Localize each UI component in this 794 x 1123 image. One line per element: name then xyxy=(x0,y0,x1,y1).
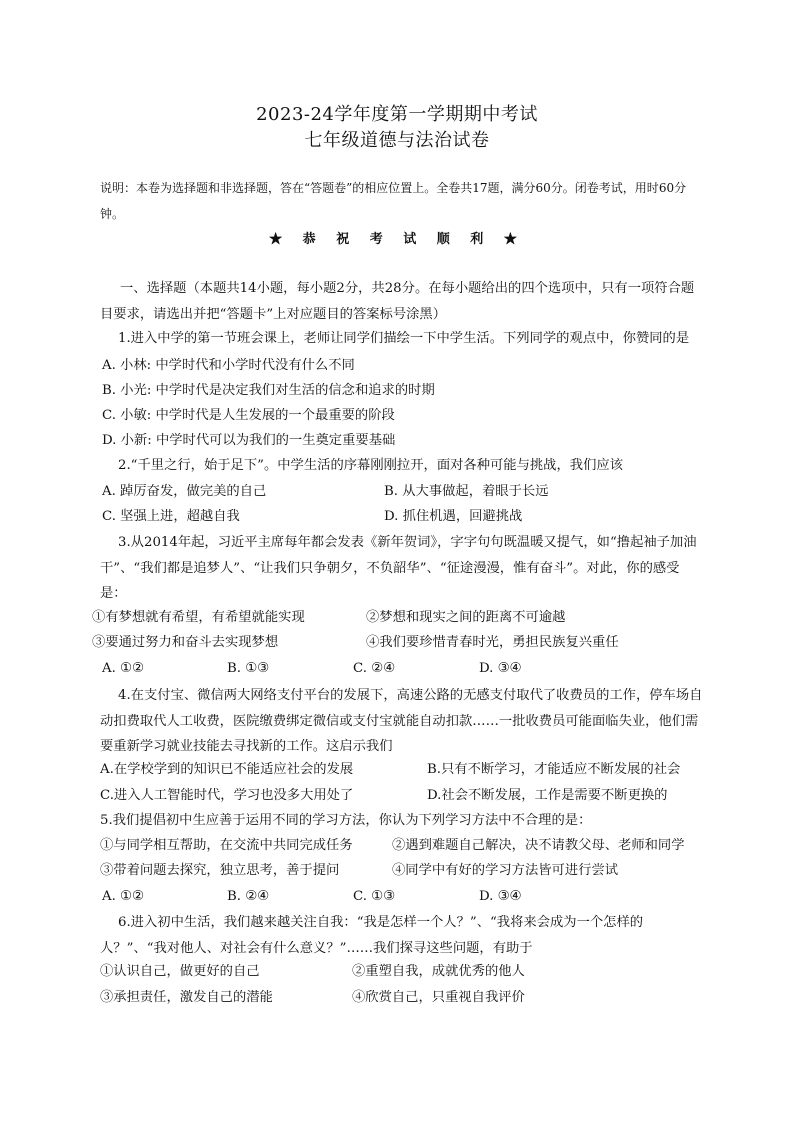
q5-statement-1: ①与同学相互帮助，在交流中共同完成任务 xyxy=(100,838,353,853)
q4-option-a: A.在学校学到的知识已不能适应社会的发展 xyxy=(100,762,354,777)
exam-subtitle: 七年级道德与法治试卷 xyxy=(304,130,490,151)
q5-statement-4: ④同学中有好的学习方法皆可进行尝试 xyxy=(392,863,619,878)
q6-statement-2: ②重塑自我，成就优秀的他人 xyxy=(352,964,525,979)
q3-statement-2: ②梦想和现实之间的距离不可逾越 xyxy=(366,610,566,625)
q5-statement-3: ③带着问题去探究，独立思考，善于提问 xyxy=(100,863,340,878)
q5-option-d: D. ③④ xyxy=(479,889,522,904)
q6-statement-3: ③承担责任，激发自己的潜能 xyxy=(100,990,273,1005)
q2-option-c: C. 坚强上进，超越自我 xyxy=(102,509,240,524)
q6-statement-1: ①认识自己，做更好的自己 xyxy=(100,964,260,979)
q1-option-c: C. 小敏: 中学时代是人生发展的一个最重要的阶段 xyxy=(102,408,395,423)
q2-option-d: D. 抓住机遇，回避挑战 xyxy=(384,509,523,524)
instructions-text: 说明：本卷为选择题和非选择题，答在“答题卷”的相应位置上。全卷共17题，满分60分。闭卷考试，用时60分钟。 xyxy=(100,181,687,221)
q2-option-a: A. 踔厉奋发，做完美的自己 xyxy=(102,484,267,499)
q5-statement-2: ②遇到难题自己解决，决不请教父母、老师和同学 xyxy=(392,838,685,853)
q6-statement-4: ④欣赏自己，只重视自我评价 xyxy=(352,990,525,1005)
q3-option-c: C. ②④ xyxy=(353,661,395,676)
q5-option-b: B. ②④ xyxy=(227,889,270,904)
q1-option-a: A. 小林: 中学时代和小学时代没有什么不同 xyxy=(102,358,355,373)
q3-statement-4: ④我们要珍惜青春时光，勇担民族复兴重任 xyxy=(366,635,619,650)
section1-heading: 一、选择题（本题共14小题，每小题2分，共28分。在每小题给出的四个选项中，只有一项符合题目要求，请选出并把“答题卡”上对应题目的答案标号涂黑） xyxy=(100,281,695,322)
q3-stem: 3.从2014年起，习近平主席每年都会发表《新年贺词》，字字句句既温暖又提气，如“撸起袖子加油干”、“我们都是追梦人”、“让我们只争朝夕，不负韶华”、“征途漫漫，惟有奋斗”。对此，你的感受是： xyxy=(100,535,697,601)
q5-option-c: C. ①③ xyxy=(353,889,395,904)
q3-option-a: A. ①② xyxy=(102,661,144,676)
q4-option-d: D.社会不断发展，工作是需要不断更换的 xyxy=(427,788,668,803)
q6-stem: 6.进入初中生活，我们越来越关注自我：“我是怎样一个人？”、“我将来会成为一个怎样的人？”、“我对他人、对社会有什么意义？”……我们探寻这些问题，有助于 xyxy=(100,915,644,956)
good-luck-banner: ★ 恭 祝 考 试 顺 利 ★ xyxy=(269,232,525,247)
q3-option-b: B. ①③ xyxy=(227,661,270,676)
q3-statement-1: ①有梦想就有希望，有希望就能实现 xyxy=(92,610,305,625)
q3-option-d: D. ③④ xyxy=(479,661,522,676)
q4-option-b: B.只有不断学习，才能适应不断发展的社会 xyxy=(427,762,681,777)
instructions xyxy=(100,175,700,227)
q1-option-d: D. 小新: 中学时代可以为我们的一生奠定重要基础 xyxy=(102,433,396,448)
q1-stem: 1.进入中学的第一节班会课上，老师让同学们描绘一下中学生活。下列同学的观点中，你赞同的是 xyxy=(118,331,690,346)
q5-option-a: A. ①② xyxy=(102,889,144,904)
q3-statement-3: ③要通过努力和奋斗去实现梦想 xyxy=(92,635,279,650)
q1-option-b: B. 小光: 中学时代是决定我们对生活的信念和追求的时期 xyxy=(102,383,435,398)
exam-title: 2023-24学年度第一学期期中考试 xyxy=(256,104,538,125)
q2-stem: 2.“千里之行，始于足下”。中学生活的序幕刚刚拉开，面对各种可能与挑战，我们应该 xyxy=(118,458,623,473)
q2-option-b: B. 从大事做起，着眼于长远 xyxy=(384,484,549,499)
q5-stem: 5.我们提倡初中生应善于运用不同的学习方法，你认为下列学习方法中不合理的是： xyxy=(100,813,592,828)
q4-option-c: C.进入人工智能时代，学习也没多大用处了 xyxy=(100,788,354,803)
q4-stem: 4.在支付宝、微信两大网络支付平台的发展下，高速公路的无感支付取代了收费员的工作，停车场自动扣费取代人工收费，医院缴费绑定微信或支付宝就能自动扣款……一批收费员可能面临失业，他们需要重新学习就业技能去寻找新的工作。这启示我们 xyxy=(100,688,703,754)
